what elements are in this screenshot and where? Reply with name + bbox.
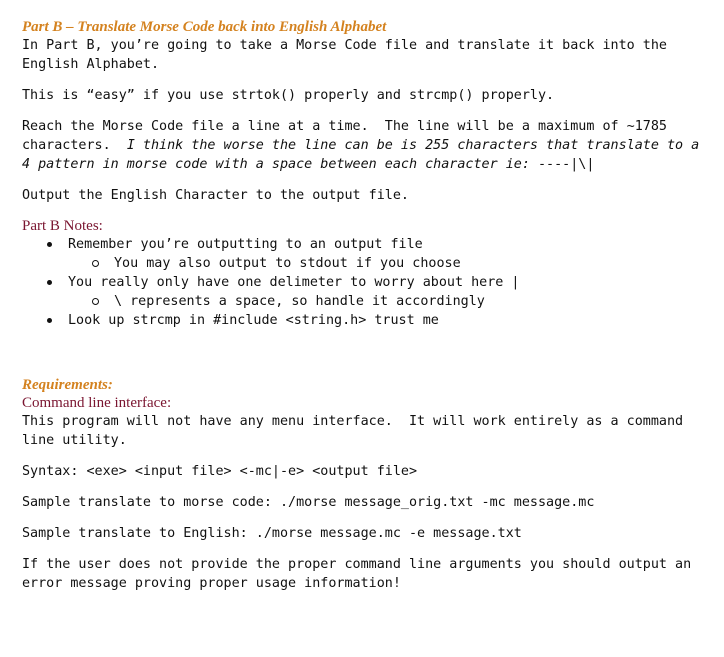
part-b-intro: In Part B, you’re going to take a Morse Code file and translate it back into the English Alphabet. <box>22 38 676 72</box>
notes-list <box>22 235 712 330</box>
sample-english-line: Sample translate to English: ./morse message.mc -e message.txt <box>22 526 522 541</box>
note-item: You really only have one delimeter to worry about here | <box>22 273 712 292</box>
cli-title: Command line interface: <box>22 395 172 411</box>
cli-paragraph: This program will not have any menu interface. It will work entirely as a command line utility. <box>22 414 692 448</box>
note-subitem: \ represents a space, so handle it accordingly <box>22 292 712 311</box>
note-item: Remember you’re outputting to an output file <box>22 235 712 254</box>
note-subitem: You may also output to stdout if you choose <box>22 254 712 273</box>
sample-morse-line: Sample translate to morse code: ./morse message_orig.txt -mc message.mc <box>22 495 595 510</box>
easy-paragraph: This is “easy” if you use strtok() properly and strcmp() properly. <box>22 88 555 103</box>
requirements-title: Requirements: <box>22 377 113 393</box>
reach-tail-text: ----|\| <box>529 157 595 172</box>
part-b-title: Part B – Translate Morse Code back into English Alphabet <box>22 19 387 35</box>
output-paragraph: Output the English Character to the output file. <box>22 188 409 203</box>
document-page <box>22 18 712 593</box>
reach-plain-text: Reach the Morse Code file a line at a time. The line will be a maximum of ~1785 characters. <box>22 119 676 153</box>
notes-title: Part B Notes: <box>22 218 103 234</box>
reach-italic-text: I think the worse the line can be is 255 characters that translate to a 4 pattern in morse code with a space between each character ie: <box>22 138 708 172</box>
syntax-line: Syntax: <exe> <input file> <-mc|-e> <output file> <box>22 464 418 479</box>
error-paragraph: If the user does not provide the proper command line arguments you should output an error message proving proper usage information! <box>22 557 700 591</box>
note-item: Look up strcmp in #include <string.h> trust me <box>22 311 712 330</box>
reach-paragraph <box>22 117 712 174</box>
